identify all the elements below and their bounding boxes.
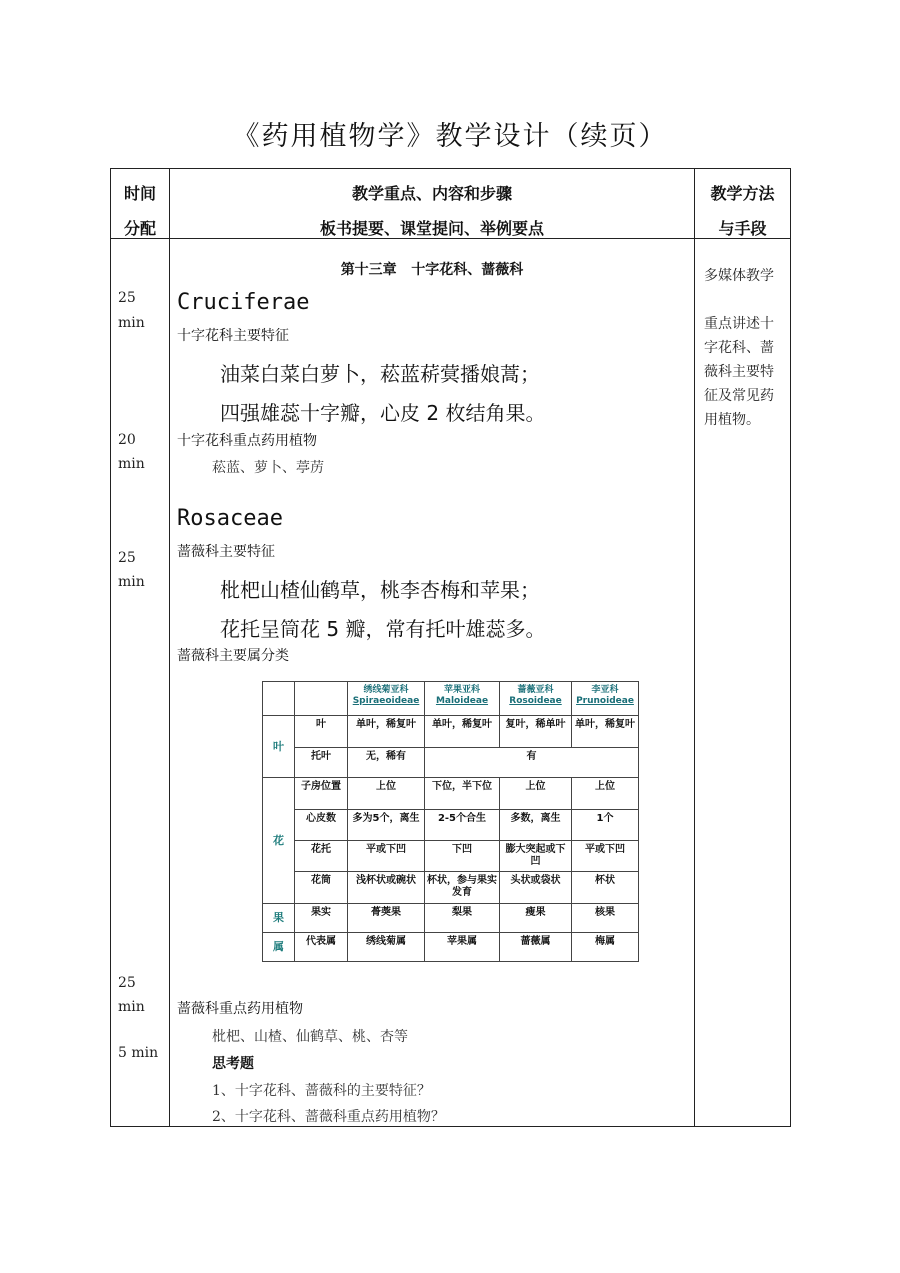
table-cell: 单叶，稀复叶	[425, 716, 500, 748]
row-label: 花托	[295, 841, 348, 872]
table-cell: 杯状，参与果实发育	[425, 872, 500, 904]
method-text: 多媒体教学	[704, 268, 774, 284]
chapter-heading: 第十三章 十字花科、蔷薇科	[340, 262, 524, 278]
table-cell: 平或下凹	[572, 841, 639, 872]
row-label: 托叶	[295, 748, 348, 778]
section-label: 十字花科主要特征	[177, 328, 289, 344]
method-text-line: 征及常见药	[704, 388, 774, 404]
header-time-line2: 分配	[123, 219, 156, 238]
mnemonic-verse: 四强雄蕊十字瓣，心皮 2 枚结角果。	[220, 401, 546, 425]
section-label: 十字花科重点药用植物	[177, 433, 317, 449]
method-text-line: 重点讲述十	[704, 316, 774, 332]
table-cell: 梅属	[572, 933, 639, 962]
table-cell: 下凹	[425, 841, 500, 872]
row-label: 代表属	[295, 933, 348, 962]
table-cell: 有	[425, 748, 639, 778]
subfamily-header: 李亚科 Prunoideae	[572, 682, 639, 716]
table-right-border	[790, 168, 791, 1127]
group-label: 属	[263, 933, 295, 962]
table-cell: 蓇葖果	[348, 904, 425, 933]
time-value: 20	[118, 432, 136, 448]
table-col-divider-2	[694, 168, 695, 1127]
table-cell: 核果	[572, 904, 639, 933]
table-cell: 1个	[572, 810, 639, 841]
header-method-line2: 与手段	[718, 219, 767, 238]
table-cell: 无，稀有	[348, 748, 425, 778]
plant-list: 菘蓝、萝卜、葶苈	[212, 460, 324, 476]
table-cell: 上位	[572, 778, 639, 810]
time-unit: min	[118, 999, 145, 1015]
question-item: 2、十字花科、蔷薇科重点药用植物？	[212, 1109, 445, 1125]
header-time-line1: 时间	[123, 184, 156, 203]
classification-table	[262, 681, 639, 962]
table-cell: 浅杯状或碗状	[348, 872, 425, 904]
section-label: 蔷薇科主要特征	[177, 544, 275, 560]
question-item: 1、十字花科、蔷薇科的主要特征？	[212, 1083, 431, 1099]
table-cell: 复叶，稀单叶	[500, 716, 572, 748]
table-corner-cell	[295, 682, 348, 716]
table-cell: 头状或袋状	[500, 872, 572, 904]
table-cell: 多数，离生	[500, 810, 572, 841]
table-top-border	[110, 168, 791, 169]
time-value: 25	[118, 975, 136, 991]
mnemonic-verse: 花托呈筒花 5 瓣，常有托叶雄蕊多。	[220, 617, 546, 641]
table-cell: 平或下凹	[348, 841, 425, 872]
mnemonic-verse: 枇杷山楂仙鹤草，桃李杏梅和苹果；	[220, 578, 540, 602]
section-label: 蔷薇科重点药用植物	[177, 1001, 303, 1017]
table-cell: 绣线菊属	[348, 933, 425, 962]
table-cell: 膨大突起或下凹	[500, 841, 572, 872]
table-cell: 瘦果	[500, 904, 572, 933]
time-unit: min	[118, 315, 145, 331]
group-label: 叶	[263, 716, 295, 778]
header-method-line1: 教学方法	[710, 184, 775, 203]
table-corner-cell	[263, 682, 295, 716]
method-text-line: 用植物。	[704, 412, 760, 428]
group-label: 花	[263, 778, 295, 904]
method-text-line: 字花科、蔷	[704, 340, 774, 356]
header-content-line2: 板书提要、课堂提问、举例要点	[319, 219, 544, 238]
section-label: 蔷薇科主要属分类	[177, 648, 289, 664]
time-value: 25	[118, 550, 136, 566]
method-text-line: 薇科主要特	[704, 364, 774, 380]
row-label: 子房位置	[295, 778, 348, 810]
table-left-border	[110, 168, 111, 1127]
header-content-line1: 教学重点、内容和步骤	[351, 184, 512, 203]
subfamily-header: 绣线菊亚科 Spiraeoideae	[348, 682, 425, 716]
plant-list: 枇杷、山楂、仙鹤草、桃、杏等	[212, 1029, 408, 1045]
table-col-divider-1	[169, 168, 170, 1127]
row-label: 花筒	[295, 872, 348, 904]
subfamily-header: 蔷薇亚科 Rosoideae	[500, 682, 572, 716]
table-cell: 梨果	[425, 904, 500, 933]
row-label: 叶	[295, 716, 348, 748]
table-cell: 苹果属	[425, 933, 500, 962]
table-cell: 上位	[348, 778, 425, 810]
table-cell: 单叶，稀复叶	[348, 716, 425, 748]
row-label: 心皮数	[295, 810, 348, 841]
table-cell: 单叶，稀复叶	[572, 716, 639, 748]
table-cell: 上位	[500, 778, 572, 810]
mnemonic-verse: 油菜白菜白萝卜，菘蓝菥蓂播娘蒿；	[220, 362, 540, 386]
table-cell: 蔷薇属	[500, 933, 572, 962]
table-cell: 2-5个合生	[425, 810, 500, 841]
time-unit: min	[118, 574, 145, 590]
time-value: 25	[118, 290, 136, 306]
questions-label: 思考题	[212, 1056, 254, 1072]
family-latin-name: Cruciferae	[177, 290, 310, 315]
table-cell: 多为5个，离生	[348, 810, 425, 841]
time-unit: min	[118, 456, 145, 472]
family-latin-name: Rosaceae	[177, 506, 283, 531]
document-title: 《药用植物学》教学设计（续页）	[232, 121, 668, 152]
table-cell: 下位，半下位	[425, 778, 500, 810]
group-label: 果	[263, 904, 295, 933]
time-value: 5 min	[118, 1045, 159, 1061]
table-cell: 杯状	[572, 872, 639, 904]
subfamily-header: 苹果亚科 Maloideae	[425, 682, 500, 716]
table-bottom-border	[110, 1126, 791, 1127]
row-label: 果实	[295, 904, 348, 933]
